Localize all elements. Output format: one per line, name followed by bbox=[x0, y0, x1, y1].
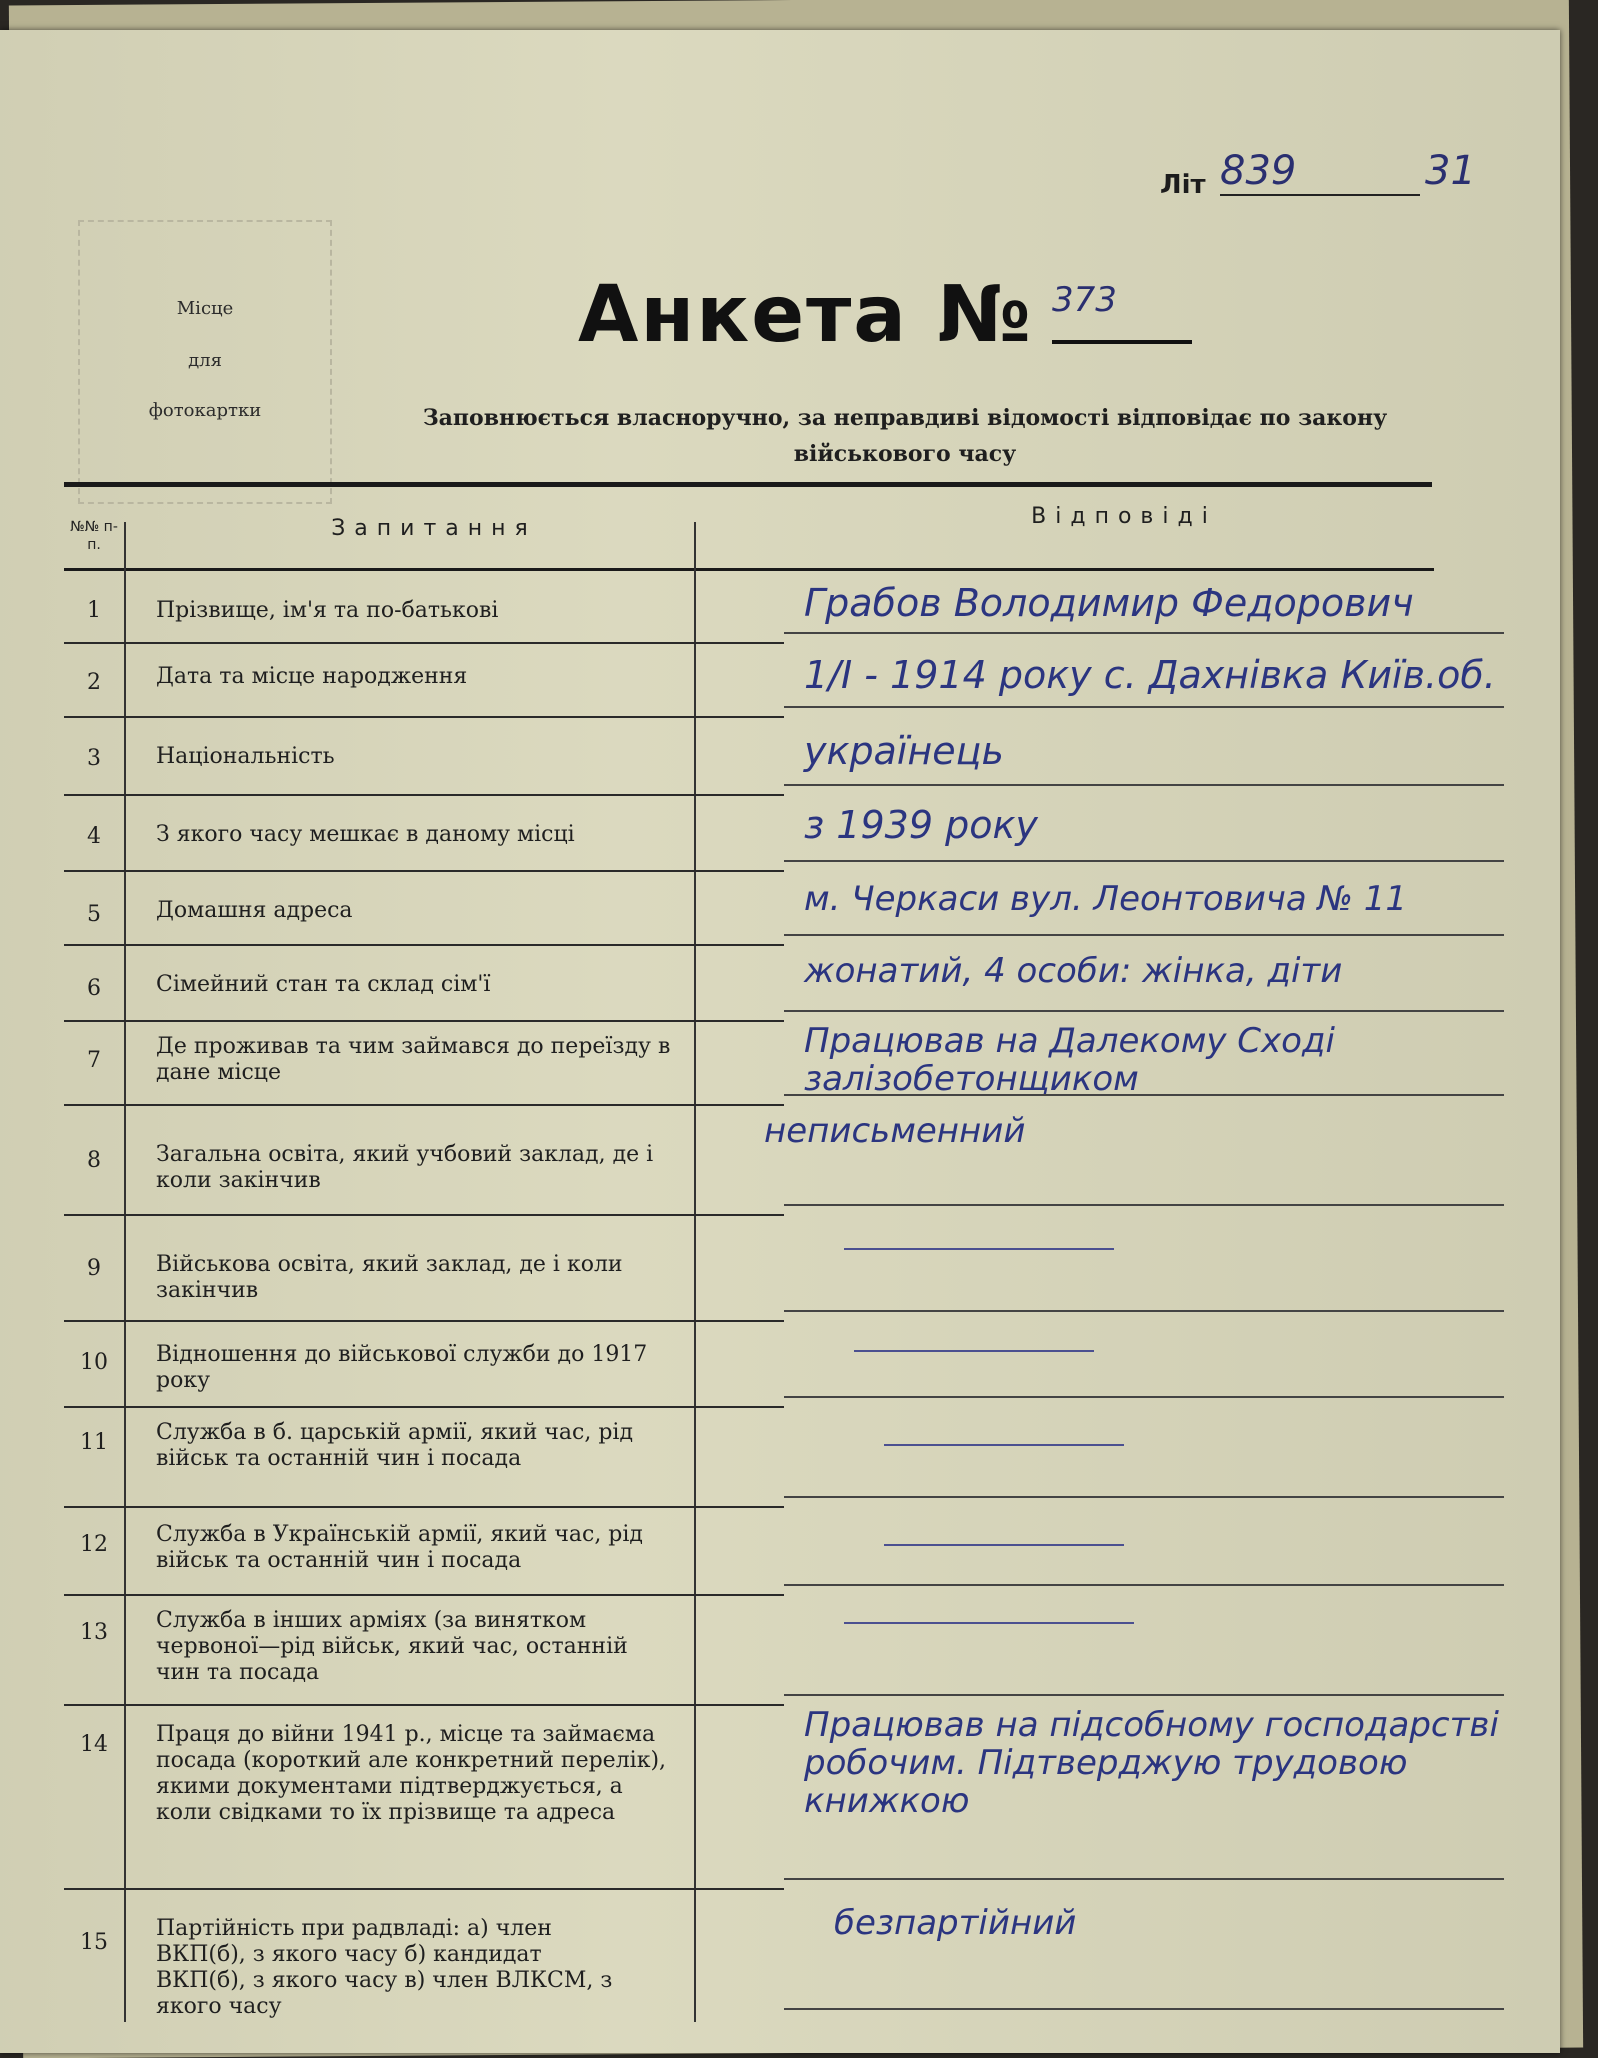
row-question: Служба в Українській армії, який час, рід військ та останній чин і посада bbox=[156, 1522, 643, 1573]
subtitle-line-1: Заповнюється власноручно, за неправдиві відомості відповідає по закону bbox=[422, 405, 1388, 431]
row-number: 8 bbox=[87, 1148, 101, 1173]
photo-label-2: для bbox=[188, 350, 222, 371]
lit-label: Літ bbox=[1160, 170, 1206, 200]
column-header-question: Запитання bbox=[331, 516, 537, 541]
row-answer: українець bbox=[804, 729, 1004, 773]
photo-label-3: фотокартки bbox=[148, 400, 262, 421]
row-question: Національність bbox=[156, 744, 335, 769]
lit-value: 839 bbox=[1220, 148, 1420, 196]
table-row bbox=[64, 796, 1504, 872]
column-header-number: №№ п-п. bbox=[70, 519, 118, 553]
header-divider bbox=[64, 568, 1434, 571]
empty-answer-dash bbox=[884, 1544, 1124, 1546]
page-title: Анкета № bbox=[578, 270, 1033, 360]
row-question: Військова освіта, який заклад, де і коли закінчив bbox=[156, 1252, 623, 1303]
table-row bbox=[64, 1408, 1504, 1508]
top-rule bbox=[64, 482, 1432, 487]
answer-line bbox=[784, 1010, 1504, 1012]
subtitle-line-2: військового часу bbox=[793, 441, 1017, 467]
row-number: 10 bbox=[80, 1350, 108, 1375]
row-question: Служба в б. царській армії, який час, рід військ та останній чин і посада bbox=[156, 1420, 633, 1471]
row-answer: м. Черкаси вул. Леонтовича № 11 bbox=[804, 879, 1407, 919]
table-row bbox=[64, 1596, 1504, 1706]
row-answer: Грабов Володимир Федорович bbox=[804, 581, 1414, 625]
row-number: 12 bbox=[80, 1532, 108, 1557]
table-row bbox=[64, 1106, 1504, 1216]
row-question: З якого часу мешкає в даному місці bbox=[156, 822, 575, 847]
row-number: 11 bbox=[80, 1430, 108, 1455]
subtitle bbox=[350, 400, 1460, 472]
row-answer: Працював на підсобному господарстві робочим. Підтверджую трудовою книжкою bbox=[804, 1705, 1499, 1821]
row-question: Де проживав та чим займався до переїзду в дане місце bbox=[156, 1034, 671, 1085]
lit-extra: 31 bbox=[1425, 148, 1476, 194]
table-row bbox=[64, 1706, 1504, 1890]
answer-line bbox=[784, 1310, 1504, 1312]
answer-line bbox=[784, 1694, 1504, 1696]
row-number: 15 bbox=[80, 1930, 108, 1955]
row-question: Відношення до військової служби до 1917 року bbox=[156, 1342, 648, 1393]
row-number: 6 bbox=[87, 976, 101, 1001]
row-number: 2 bbox=[87, 670, 101, 695]
row-question: Партійність при радвладі: а) член ВКП(б), з якого часу б) кандидат ВКП(б), з якого часу в) член ВЛКСМ, з якого часу bbox=[156, 1916, 613, 2019]
photo-placeholder bbox=[78, 220, 332, 504]
empty-answer-dash bbox=[854, 1350, 1094, 1352]
table-row bbox=[64, 1216, 1504, 1322]
answer-line bbox=[784, 860, 1504, 862]
row-question: Прізвище, ім'я та по-батькові bbox=[156, 598, 499, 623]
answer-line bbox=[784, 632, 1504, 634]
row-answer: неписьменний bbox=[764, 1111, 1026, 1151]
answer-line bbox=[784, 1496, 1504, 1498]
empty-answer-dash bbox=[844, 1622, 1134, 1624]
row-number: 7 bbox=[87, 1048, 101, 1073]
answer-line bbox=[784, 1094, 1504, 1096]
answer-line bbox=[784, 1204, 1504, 1206]
questionnaire-table bbox=[64, 492, 1504, 2032]
table-row bbox=[64, 1508, 1504, 1596]
row-question: Сімейний стан та склад сім'ї bbox=[156, 972, 491, 997]
row-number: 5 bbox=[87, 902, 101, 927]
table-row bbox=[64, 946, 1504, 1022]
row-answer: Працював на Далекому Сході залізобетонщиком bbox=[804, 1021, 1335, 1099]
row-number: 13 bbox=[80, 1620, 108, 1645]
table-row bbox=[64, 644, 1504, 718]
row-number: 4 bbox=[87, 824, 101, 849]
answer-line bbox=[784, 1396, 1504, 1398]
document-page bbox=[0, 30, 1560, 2053]
form-number: 373 bbox=[1052, 280, 1192, 344]
table-row bbox=[64, 872, 1504, 946]
row-question: Дата та місце народження bbox=[156, 664, 468, 689]
row-answer: безпартійний bbox=[834, 1903, 1077, 1943]
column-header-answer: Відповіді bbox=[1031, 504, 1217, 529]
empty-answer-dash bbox=[844, 1248, 1114, 1250]
row-answer: з 1939 року bbox=[804, 803, 1038, 847]
answer-line bbox=[784, 1878, 1504, 1880]
table-row bbox=[64, 1322, 1504, 1408]
row-answer: 1/I - 1914 року с. Дахнівка Київ.об. bbox=[804, 653, 1496, 697]
empty-answer-dash bbox=[884, 1444, 1124, 1446]
table-row bbox=[64, 1890, 1504, 2020]
row-question: Домашня адреса bbox=[156, 898, 353, 923]
row-question: Служба в інших арміях (за винятком червоної—рід військ, який час, останній чин та посада bbox=[156, 1608, 628, 1685]
row-number: 1 bbox=[87, 598, 101, 623]
row-question: Праця до війни 1941 р., місце та займаєма посада (короткий але конкретний перелік), якими документами підтверджується, а коли свідками то їх прізвище та адреса bbox=[156, 1722, 667, 1825]
row-number: 3 bbox=[87, 746, 101, 771]
answer-line bbox=[784, 784, 1504, 786]
table-row bbox=[64, 1022, 1504, 1106]
table-row bbox=[64, 572, 1504, 644]
answer-line bbox=[784, 1584, 1504, 1586]
row-question: Загальна освіта, який учбовий заклад, де і коли закінчив bbox=[156, 1142, 654, 1193]
answer-line bbox=[784, 934, 1504, 936]
row-number: 9 bbox=[87, 1256, 101, 1281]
row-number: 14 bbox=[80, 1732, 108, 1757]
answer-line bbox=[784, 2008, 1504, 2010]
row-answer: жонатий, 4 особи: жінка, діти bbox=[804, 951, 1343, 991]
photo-label-1: Місце bbox=[176, 298, 234, 319]
answer-line bbox=[784, 706, 1504, 708]
table-row bbox=[64, 718, 1504, 796]
